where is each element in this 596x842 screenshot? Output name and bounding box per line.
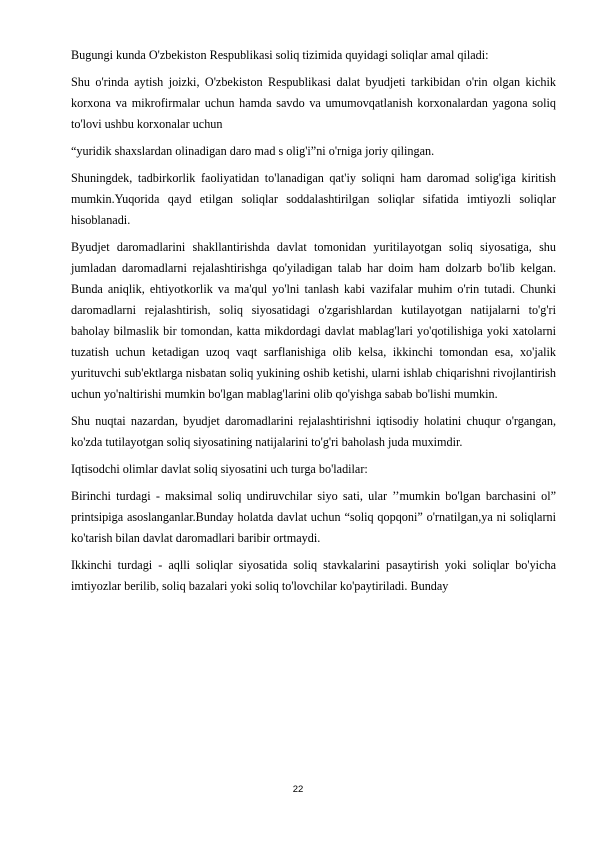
paragraph-intro: Bugungi kunda O'zbekiston Respublikasi soliq tizimida quyidagi soliqlar amal qiladi: <box>71 48 489 62</box>
paragraph-single-tax: Shu o'rinda aytish joizki, O'zbekiston Respublikasi dalat byudjeti tarkibidan o'rin olgan kichik korxona va mikrofirmalar uchun hamda savdo va umumovqatlanish korxonalardan yagona soliq to'lovi ushbu korxonalar uchun <box>71 75 556 131</box>
paragraph-fixed-tax: Shuningdek, tadbirkorlik faoliyatidan to'lanadigan qat'iy soliqni ham daromad solig'iga kiritish mumkin.Yuqorida qayd etilgan soliqlar soddalashtirilgan soliqlar sifatida imtiyozli soliqlar hisoblanadi. <box>71 171 556 227</box>
paragraph-budget-revenue: Byudjet daromadlarini shakllantirishda davlat tomonidan yuritilayotgan soliq siyosatiga, shu jumladan daromadlarni rejalashtirishga qo'yiladigan talab har doim ham dolzarb bo'lib kelgan. Bunda aniqlik, ehtiyotkorlik va ma'qul yo'lni tanlash kabi vazifalar muhim o'rin tutadi. Chunki daromadlarni rejalashtirish, soliq siyosatidagi o'zgarishlardan kutilayotgan natijalarni to'g'ri baholay bilmaslik bir tomondan, katta mikdordagi davlat mablag'lari yo'qotilishiga yoki xatolarni tuzatish uchun ketadigan uzoq vaqt sarflanishiga olib kelsa, ikkinchi tomondan esa, xo'jalik yurituvchi sub'ektlarga nisbatan soliq yukining oshib ketishi, ularni ishlab chiqarishni rivojlantirish uchun yo'naltirishi mumkin bo'lgan mablag'larini olib qo'yishga sabab bo'lishi mumkin. <box>71 240 556 401</box>
paragraph-profit-tax: “yuridik shaxslardan olinadigan daro mad s olig'i”ni o'rniga joriy qilingan. <box>71 144 435 158</box>
paragraph-first-type: Birinchi turdagi - maksimal soliq undiruvchilar siyo sati, ular ’’mumkin bo'lgan barchasini ol” printsipiga asoslanganlar.Bunday holatda davlat uchun “soliq qopqoni” o'rnatilgan,ya ni soliqlarni ko'tarish bilan davlat daromadlari baribir ortmaydi. <box>71 489 556 545</box>
paragraph-three-types: Iqtisodchi olimlar davlat soliq siyosatini uch turga bo'ladilar: <box>71 462 368 476</box>
document-body <box>71 45 556 603</box>
paragraph-viewpoint: Shu nuqtai nazardan, byudjet daromadlarini rejalashtirishni iqtisodiy holatini chuqur o'rgangan, ko'zda tutilayotgan soliq siyosatining natijalarini to'g'ri baholash juda muximdir. <box>71 414 556 449</box>
page-number: 22 <box>292 784 304 795</box>
paragraph-second-type: Ikkinchi turdagi - aqlli soliqlar siyosatida soliq stavkalarini pasaytirish yoki soliqlar bo'yicha imtiyozlar berilib, soliq bazalari yoki soliq to'lovchilar ko'paytiriladi. Bunday <box>71 558 556 593</box>
